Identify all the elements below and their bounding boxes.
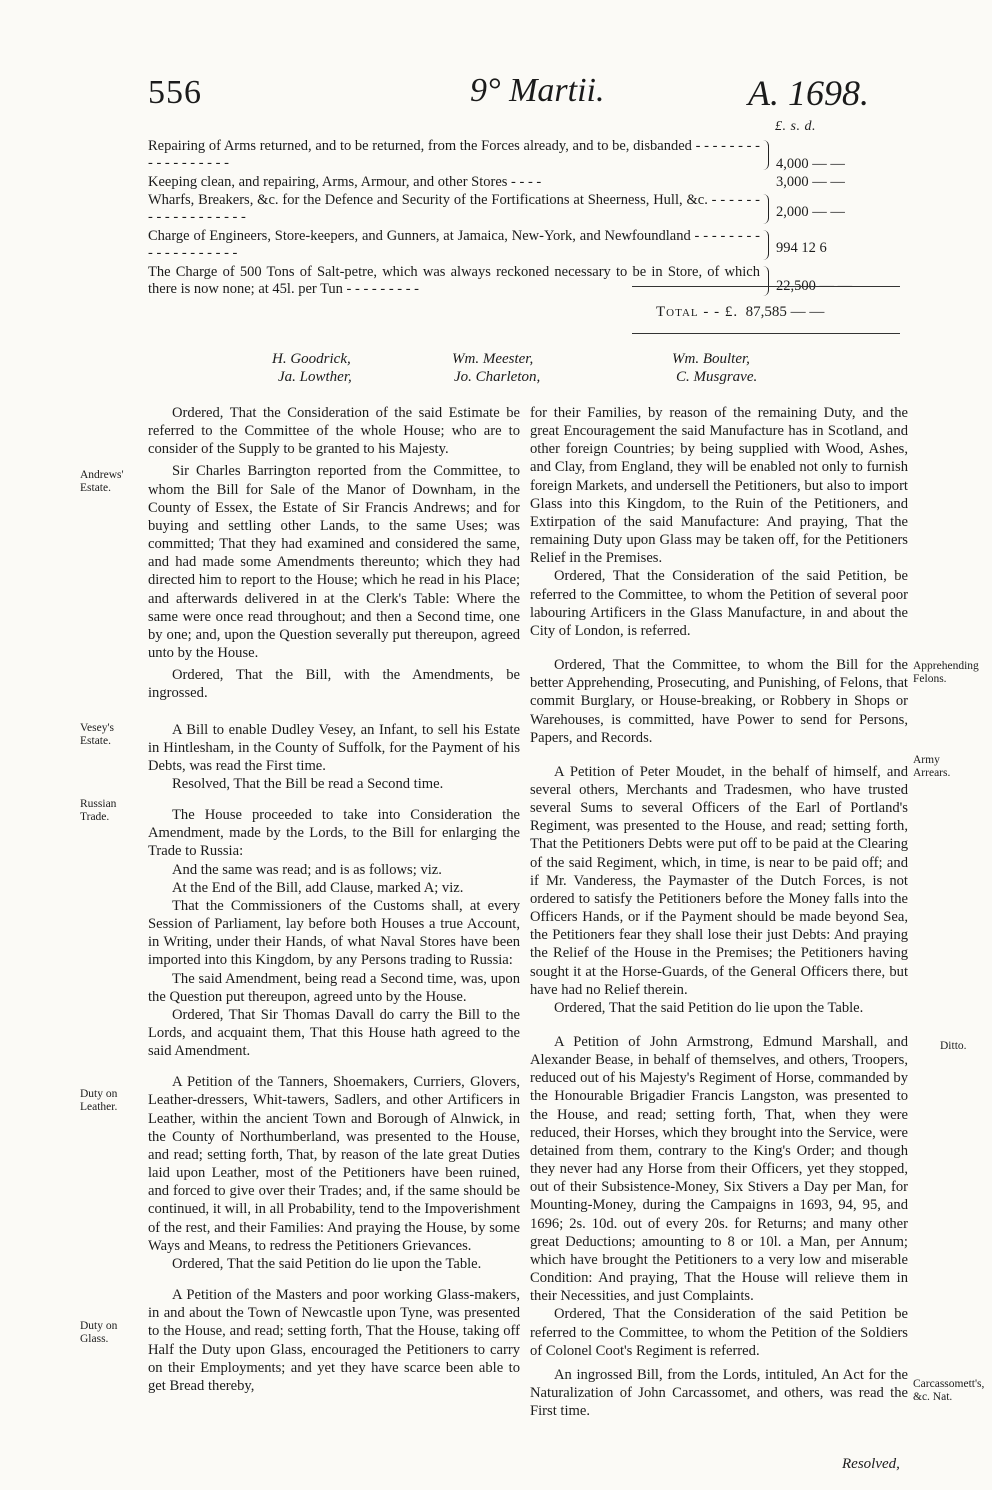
- margin-note-vesey-estate: Vesey's Estate.: [80, 722, 115, 747]
- paragraph: That the Commissioners of the Customs shall, at every Session of Parliament, lay before both Houses a true Account, in Writing, under their Hands, of what Naval Stores have been imported into this Kingdom, by any Persons trading to Russia:: [148, 897, 520, 969]
- right-column: [530, 404, 908, 1420]
- estimate-total: [656, 304, 902, 321]
- paragraph: Ordered, That the said Petition do lie upon the Table.: [172, 1255, 482, 1272]
- estimate-row: [148, 174, 900, 192]
- page-date-heading: 9° Martii.: [470, 72, 605, 109]
- estimate-item-amount: 994 12 6: [776, 240, 827, 256]
- signature: H. Goodrick,: [272, 351, 351, 367]
- paragraph: At the End of the Bill, add Clause, marked A; viz.: [172, 879, 464, 896]
- left-column: [148, 404, 520, 1395]
- estimate-item-text: Wharfs, Breakers, &c. for the Defence and Security of the Fortifications at Sheerness, Hull, &c. - - - - - - - - - - - - - - - - - -: [148, 192, 760, 225]
- estimate-row: [148, 228, 900, 262]
- paragraph: Ordered, That the Consideration of the said Estimate be referred to the Committee of the whole House; who are to consider of the Supply to be granted to his Majesty.: [148, 405, 520, 458]
- paragraph: Ordered, That the Committee, to whom the Bill for the better Apprehending, Prosecuting, and Punishing, of Felons, that commit Burglary, or House-breaking, or Robbery in Shops or Warehouses, is committed, have Power to send for Persons, Papers, and Records.: [530, 657, 908, 746]
- margin-note-carcassomett-naturalization: Carcassomett's, &c. Nat.: [913, 1378, 985, 1403]
- paragraph: And the same was read; and is as follows; viz.: [172, 861, 442, 878]
- margin-note-duty-on-leather: Duty on Leather.: [80, 1088, 118, 1113]
- total-label: Total - - £.: [656, 304, 739, 320]
- margin-note-duty-on-glass: Duty on Glass.: [80, 1320, 118, 1345]
- paragraph: Ordered, That the said Petition do lie upon the Table.: [554, 999, 864, 1016]
- brace-glyph: [758, 230, 769, 260]
- paragraph: A Bill to enable Dudley Vesey, an Infant, to sell his Estate in Hintlesham, in the County of Suffolk, for the Payment of his Debts, was read the First time.: [148, 721, 520, 774]
- paragraph: for their Families, by reason of the remaining Duty, and the great Encouragement the said Manufacture has in Scotland, and other foreign Countries; by being supplied with Wood, Ashes, and Clay, from England, they will be enabled not only to furnish foreign Markets, and undersell the Petitioners, but also to import Glass into this Kingdom, to the Ruin of the Petitioners, and Extirpation of the said Manufacture: And praying, That the remaining Duty upon Glass may be taken off, for the Petitioners Relief in the Premises.: [530, 405, 908, 567]
- paragraph: A Petition of Peter Moudet, in the behalf of himself, and several others, Merchants and Tradesmen, who have trusted several Sums to several Officers of the Earl of Portland's Regiment, was presented to the House, and read; setting forth, That the Petitioners Debts were put off to be paid at the Clearing of the said Regiment, which, in time, is near to be paid off; and if Mr. Vanderess, the Paymaster of the Dutch Forces, is not ordered to satisfy the Petitioners before the Money falls into the Officers Hands, or if the Payment should be made beyond Sea, the Petitioners fear they shall lose their just Debts: And praying the Relief of the House in the Premises; the Petitioners having sought it at the Horse-Guards, of the General Officers there, but have had no Relief therein.: [530, 763, 908, 998]
- estimate-item-amount: 4,000 — —: [776, 156, 845, 172]
- estimate-row: [148, 138, 900, 172]
- paragraph: Resolved, That the Bill be read a Second time.: [172, 775, 444, 792]
- brace-glyph: [758, 194, 769, 224]
- estimate-item-text: Keeping clean, and repairing, Arms, Armour, and other Stores - - - -: [148, 174, 542, 190]
- estimate-row: [148, 192, 900, 226]
- margin-note-russian-trade: Russian Trade.: [80, 798, 117, 823]
- paragraph: A Petition of the Masters and poor working Glass-makers, in and about the Town of Newcastle upon Tyne, was presented to the House, and read; setting forth, That the House, taking off Half the Duty upon Glass, encouraged the Petitioners to carry on their Employments; and yet they have scarce been able to get Bread thereby,: [148, 1287, 520, 1394]
- total-rule-top: [632, 286, 900, 287]
- signature: C. Musgrave.: [676, 369, 758, 385]
- brace-glyph: [758, 266, 769, 296]
- estimate-item-text: Charge of Engineers, Store-keepers, and Gunners, at Jamaica, New-York, and Newfoundland - - - - - - - - - - - - - - - - - - -: [148, 228, 760, 261]
- brace-glyph: [758, 140, 769, 170]
- paragraph: The said Amendment, being read a Second time, was, upon the Question put thereupon, agreed unto by the House.: [148, 970, 520, 1005]
- signature: Wm. Boulter,: [672, 351, 750, 367]
- total-amount: 87,585 — —: [745, 304, 825, 320]
- estimate-item-amount: 2,000 — —: [776, 204, 845, 220]
- estimate-row: [148, 264, 900, 298]
- estimate-item-text: The Charge of 500 Tons of Salt-petre, which was always reckoned necessary to be in Store, of which there is now none; at 45l. per Tun - - - - - - - - -: [148, 264, 760, 297]
- paragraph: Sir Charles Barrington reported from the Committee, to whom the Bill for Sale of the Manor of Downham, in the County of Essex, the Estate of Sir Francis Andrews; and for buying and settling other Lands, to the same Uses; was committed; That they had examined and considered the same, and had made some Amendments thereunto; which they had directed him to report to the House; which he read in his Place; and afterwards delivered in at the Clerk's Table: Where the same were once read throughout; and then a Second time, one by one; and, upon the Question severally put thereupon, agreed unto by the House.: [148, 463, 520, 662]
- margin-note-andrews-estate: Andrews' Estate.: [80, 469, 124, 494]
- signature: Ja. Lowther,: [278, 369, 352, 385]
- page-year-heading: A. 1698.: [748, 73, 869, 113]
- margin-note-army-arrears: Army Arrears.: [913, 754, 951, 779]
- currency-header: £. s. d.: [775, 119, 816, 134]
- paragraph: Ordered, That the Bill, with the Amendments, be ingrossed.: [148, 667, 520, 702]
- paragraph: The House proceeded to take into Consideration the Amendment, made by the Lords, to the Bill for enlarging the Trade to Russia:: [148, 807, 520, 860]
- estimate-item-amount: 3,000 — —: [776, 174, 845, 190]
- paragraph: Ordered, That the Consideration of the said Petition, be referred to the Committee, to whom the Petition of several poor labouring Artificers in the Glass Manufacture, in and about the City of London, is referred.: [530, 568, 908, 639]
- page-number: 556: [148, 74, 202, 111]
- estimate-item-amount: 22,500 — —: [776, 278, 853, 294]
- signature: Wm. Meester,: [452, 351, 534, 367]
- estimate-item-text: Repairing of Arms returned, and to be returned, from the Forces already, and to be, disbanded - - - - - - - - - - - - - - - - - -: [148, 138, 760, 171]
- paragraph: Ordered, That the Consideration of the said Petition be referred to the Committee, to whom the Petition of the Soldiers of Colonel Coot's Regiment is referred.: [530, 1306, 908, 1359]
- signature: Jo. Charleton,: [454, 369, 541, 385]
- margin-note-apprehending-felons: Apprehending Felons.: [913, 660, 979, 685]
- catchword: Resolved,: [842, 1456, 900, 1472]
- paragraph: An ingrossed Bill, from the Lords, intituled, An Act for the Naturalization of John Carcassomet, and others, was read the First time.: [530, 1366, 908, 1420]
- margin-note-ditto: Ditto.: [940, 1040, 967, 1052]
- paragraph: Ordered, That Sir Thomas Davall do carry the Bill to the Lords, and acquaint them, That this House hath agreed to the said Amendment.: [148, 1006, 520, 1060]
- paragraph: A Petition of John Armstrong, Edmund Marshall, and Alexander Bease, in behalf of themselves, and others, Troopers, reduced out of his Majesty's Regiment of Horse, commanded by the Honourable Brigadier Francis Langston, was presented to the House, and read; setting forth, That, when they were reduced, their Horses, which they brought into the Service, were detained from them, contrary to the King's Order; and though they never had any Horse from their Officers, yet they stopped, out of their Subsistence-Money, Six Stivers a Day per Man, for Mounting-Money, during the Campaigns in 1693, 94, 95, and 1696; 2s. 10d. out of every 20s. for Returns; and many other great Deductions; amounting to 8 or 10l. a Man, per Annum; which have brought the Petitioners to a very low and miserable Condition: And praying, That the House will relieve them in their Necessities, and just Complaints.: [530, 1034, 908, 1305]
- total-rule-bottom: [632, 333, 900, 334]
- paragraph: A Petition of the Tanners, Shoemakers, Curriers, Glovers, Leather-dressers, Whit-tawers, Sadlers, and other Artificers in Leather, within the ancient Town and Borough of Alnwick, in the County of Northumberland, was presented to the House, and read; setting forth, That, by reason of the late great Duties laid upon Leather, most of the Petitioners have been ruined, and forced to give over their Trades; and, if the same should be continued, it will, in all Probability, tend to the Impoverishment of the rest, and their Families: And praying the House, by some Ways and Means, to redress the Petitioners Grievances.: [148, 1074, 520, 1254]
